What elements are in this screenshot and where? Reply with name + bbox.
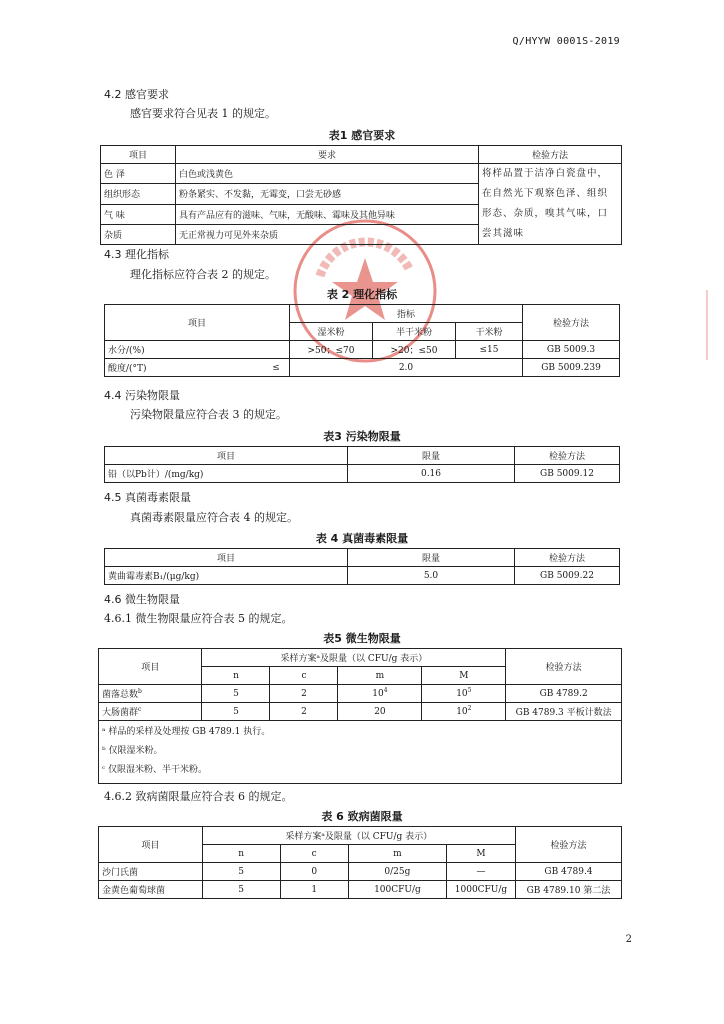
table-6 bbox=[98, 826, 622, 899]
t3-header-item: 项目 bbox=[105, 447, 348, 465]
t4-row-limit: 5.0 bbox=[348, 567, 515, 585]
table-5 bbox=[98, 648, 622, 784]
t3-row-limit: 0.16 bbox=[348, 465, 515, 483]
section-4-3-text: 理化指标应符合表 2 的规定。 bbox=[130, 268, 276, 281]
t3-row-method: GB 5009.12 bbox=[515, 465, 620, 483]
t1-header-method: 检验方法 bbox=[479, 146, 622, 164]
t2-moisture-wet: >50；≤70 bbox=[290, 341, 373, 359]
t6-r2-c: 1 bbox=[280, 881, 348, 899]
t5-r2-M-exp: 2 bbox=[467, 704, 472, 712]
t5-note-b: ᵇ 仅限湿米粉。 bbox=[102, 746, 163, 756]
t5-r1-c: 2 bbox=[270, 685, 338, 703]
t4-header-item: 项目 bbox=[105, 549, 348, 567]
t5-note-c: ᶜ 仅限湿米粉、半干米粉。 bbox=[102, 765, 207, 775]
t6-r2-item: 金黄色葡萄球菌 bbox=[99, 881, 203, 899]
t6-sub-n: n bbox=[202, 845, 280, 863]
t2-sub-wet: 湿米粉 bbox=[290, 323, 373, 341]
t5-r1-mark: b bbox=[138, 688, 142, 695]
t2-header-method: 检验方法 bbox=[523, 305, 620, 341]
t5-r1-method: GB 4789.2 bbox=[506, 685, 622, 703]
t5-r1-M bbox=[422, 685, 506, 703]
t2-moisture-method: GB 5009.3 bbox=[523, 341, 620, 359]
t2-header-item: 项目 bbox=[105, 305, 290, 341]
t5-sub-M: M bbox=[422, 667, 506, 685]
t6-r1-n: 5 bbox=[202, 863, 280, 881]
section-4-6-1-text: 4.6.1 微生物限量应符合表 5 的规定。 bbox=[104, 612, 293, 625]
t5-sub-c: c bbox=[270, 667, 338, 685]
t1-row-req: 具有产品应有的滋味、气味，无酸味、霉味及其他异味 bbox=[176, 204, 479, 224]
t4-row-method: GB 5009.22 bbox=[515, 567, 620, 585]
t5-sub-n: n bbox=[202, 667, 270, 685]
t1-row-item: 色 泽 bbox=[101, 164, 176, 184]
t1-row-req: 粉条紧实、不发黏，无霉变，口尝无砂感 bbox=[176, 184, 479, 204]
t1-header-req: 要求 bbox=[176, 146, 479, 164]
t5-r1-M-exp: 5 bbox=[467, 686, 472, 694]
section-4-6-heading: 4.6 微生物限量 bbox=[104, 593, 180, 606]
t6-r1-m: 0/25g bbox=[348, 863, 446, 881]
t2-row-acidity: 酸度/(°T) bbox=[105, 359, 264, 377]
t2-sub-dry: 干米粉 bbox=[456, 323, 523, 341]
t6-header-method: 检验方法 bbox=[515, 827, 621, 863]
table-1 bbox=[100, 145, 622, 245]
section-4-5-heading: 4.5 真菌毒素限量 bbox=[104, 491, 191, 504]
table-4-caption: 表 4 真菌毒素限量 bbox=[315, 532, 409, 545]
t6-r1-c: 0 bbox=[280, 863, 348, 881]
section-4-5-text: 真菌毒素限量应符合表 4 的规定。 bbox=[130, 511, 298, 524]
t6-r2-n: 5 bbox=[202, 881, 280, 899]
table-1-caption: 表1 感官要求 bbox=[328, 129, 396, 142]
t4-header-method: 检验方法 bbox=[515, 549, 620, 567]
t5-r1-name: 菌落总数 bbox=[102, 690, 139, 700]
t1-row-req: 无正常视力可见外来杂质 bbox=[176, 224, 479, 244]
t5-header-plan: 采样方案ᵃ及限量（以 CFU/g 表示） bbox=[202, 649, 506, 667]
table-3 bbox=[104, 446, 620, 483]
t6-r1-method: GB 4789.4 bbox=[515, 863, 621, 881]
t1-row-req: 白色或浅黄色 bbox=[176, 164, 479, 184]
table-6-caption: 表 6 致病菌限量 bbox=[321, 810, 403, 823]
t3-header-limit: 限量 bbox=[348, 447, 515, 465]
section-4-6-2-text: 4.6.2 致病菌限量应符合表 6 的规定。 bbox=[104, 790, 293, 803]
t6-r1-item: 沙门氏菌 bbox=[99, 863, 203, 881]
t5-r2-method: GB 4789.3 平板计数法 bbox=[506, 703, 622, 721]
t2-acidity-method: GB 5009.239 bbox=[523, 359, 620, 377]
t6-header-plan: 采样方案ᵃ及限量（以 CFU/g 表示） bbox=[202, 827, 515, 845]
t5-r2-name: 大肠菌群 bbox=[102, 708, 139, 718]
t4-header-limit: 限量 bbox=[348, 549, 515, 567]
t1-row-item: 气 味 bbox=[101, 204, 176, 224]
table-2-caption: 表 2 理化指标 bbox=[326, 288, 398, 301]
t2-moisture-dry: ≤15 bbox=[456, 341, 523, 359]
t5-r2-c: 2 bbox=[270, 703, 338, 721]
t2-sub-semidry: 半干米粉 bbox=[373, 323, 456, 341]
t5-r1-m bbox=[338, 685, 422, 703]
section-4-3-heading: 4.3 理化指标 bbox=[104, 248, 169, 261]
t1-header-item: 项目 bbox=[101, 146, 176, 164]
t5-r2-n: 5 bbox=[202, 703, 270, 721]
t6-r1-M: — bbox=[447, 863, 516, 881]
section-4-2-text: 感官要求符合见表 1 的规定。 bbox=[130, 107, 276, 120]
t5-r1-m-base: 10 bbox=[372, 688, 384, 699]
t4-row-item: 黄曲霉毒素B₁/(μg/kg) bbox=[105, 567, 348, 585]
table-2 bbox=[104, 304, 620, 377]
t5-sub-m: m bbox=[338, 667, 422, 685]
t6-header-item: 项目 bbox=[99, 827, 203, 863]
standard-code: Q/HYYW 0001S-2019 bbox=[512, 36, 620, 47]
t1-row-item: 组织形态 bbox=[101, 184, 176, 204]
t6-sub-M: M bbox=[447, 845, 516, 863]
table-5-caption: 表5 微生物限量 bbox=[323, 632, 401, 645]
section-4-4-heading: 4.4 污染物限量 bbox=[104, 389, 180, 402]
t5-r2-mark: c bbox=[138, 706, 142, 713]
t6-sub-c: c bbox=[280, 845, 348, 863]
t2-moisture-semidry: >20；≤50 bbox=[373, 341, 456, 359]
t5-r2-M-base: 10 bbox=[456, 706, 468, 717]
t5-r1-M-base: 10 bbox=[456, 688, 468, 699]
t3-header-method: 检验方法 bbox=[515, 447, 620, 465]
t5-r2-M bbox=[422, 703, 506, 721]
t5-note-a: ᵃ 样品的采样及处理按 GB 4789.1 执行。 bbox=[102, 727, 271, 737]
t2-header-index: 指标 bbox=[290, 305, 523, 323]
t5-row-item bbox=[99, 703, 202, 721]
t5-header-method: 检验方法 bbox=[506, 649, 622, 685]
t6-r2-method: GB 4789.10 第二法 bbox=[515, 881, 621, 899]
t5-r1-m-exp: 4 bbox=[383, 686, 388, 694]
t6-r2-m: 100CFU/g bbox=[348, 881, 446, 899]
t5-row-item bbox=[99, 685, 202, 703]
t5-notes bbox=[99, 721, 622, 784]
t1-row-item: 杂质 bbox=[101, 224, 176, 244]
t2-acidity-value: 2.0 bbox=[290, 359, 523, 377]
table-4 bbox=[104, 548, 620, 585]
t6-r2-M: 1000CFU/g bbox=[447, 881, 516, 899]
t5-r2-m: 20 bbox=[338, 703, 422, 721]
t5-header-item: 项目 bbox=[99, 649, 202, 685]
section-4-4-text: 污染物限量应符合表 3 的规定。 bbox=[130, 408, 287, 421]
t1-method: 将样品置于洁净白瓷盘中，在自然光下观察色泽、组织形态、杂质，嗅其气味，口尝其滋味 bbox=[479, 164, 622, 245]
section-4-2-heading: 4.2 感官要求 bbox=[104, 88, 169, 101]
t6-sub-m: m bbox=[348, 845, 446, 863]
t3-row-item: 铅（以Pb计）/(mg/kg) bbox=[105, 465, 348, 483]
t2-row-moisture: 水分/(%) bbox=[105, 341, 290, 359]
page-number: 2 bbox=[625, 934, 632, 945]
table-3-caption: 表3 污染物限量 bbox=[323, 430, 401, 443]
t2-acidity-op: ≤ bbox=[263, 359, 290, 377]
t5-r1-n: 5 bbox=[202, 685, 270, 703]
